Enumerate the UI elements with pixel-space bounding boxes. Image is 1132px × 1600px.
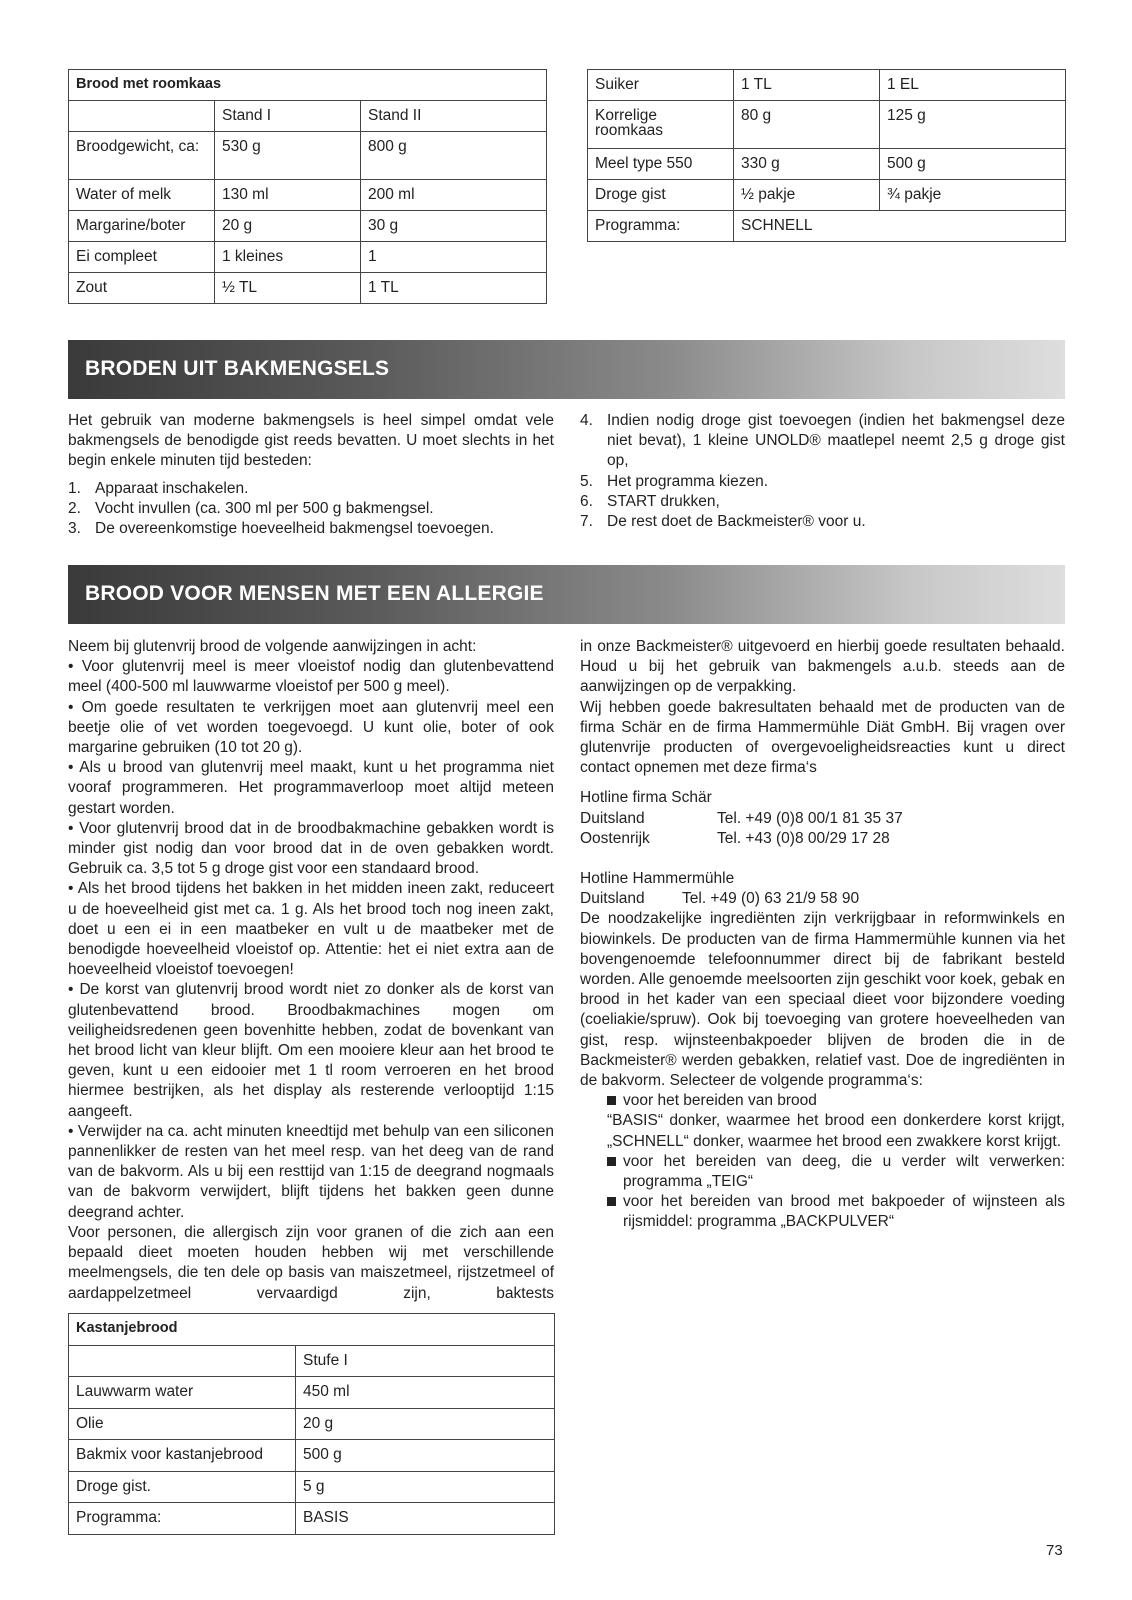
paragraph: • Om goede resultaten te verkrijgen moet aan glutenvrij meel een beetje olie of vet worden toegevoegd. U kunt olie, boter of ook margarine gebruiken (10 tot 20 g).	[68, 698, 554, 757]
table-cell: 1 TL	[734, 70, 880, 101]
hotline-row	[580, 889, 1065, 909]
recipe-table-chestnut	[68, 1313, 555, 1535]
list-item	[580, 472, 1065, 492]
table-title: Brood met roomkaas	[69, 70, 547, 101]
table-header-cell: Stand I	[215, 101, 361, 132]
steps-list	[580, 411, 1065, 532]
step-number: 7.	[580, 513, 593, 531]
step-text: Apparaat inschakelen.	[95, 479, 249, 497]
step-text: Indien nodig droge gist toevoegen (indien het bakmengsel deze niet bevat), 1 kleine UNOLD® maatlepel neemt 2,5 g droge gist op,	[607, 412, 1065, 470]
table-cell: Programma:	[588, 211, 734, 242]
list-item	[607, 1192, 1065, 1232]
list-item	[580, 492, 1065, 512]
list-item	[68, 479, 554, 499]
list-item	[580, 411, 1065, 472]
table-cell: 450 ml	[296, 1377, 555, 1409]
step-number: 5.	[580, 472, 593, 490]
hotline-country: Duitsland	[580, 809, 645, 827]
table-cell: 30 g	[361, 211, 547, 242]
hotline-phone: Tel. +49 (0) 63 21/9 58 90	[682, 890, 860, 908]
table-cell: 1 kleines	[215, 242, 361, 273]
section-banner-allergy	[68, 565, 1065, 624]
table-cell: 20 g	[296, 1408, 555, 1440]
table-cell: ¾ pakje	[880, 180, 1066, 211]
step-text: START drukken,	[607, 492, 720, 510]
table-cell: 1 EL	[880, 70, 1066, 101]
paragraph: De noodzakelijke ingrediënten zijn verkrijgbaar in reformwinkels en biowinkels. De producten van de firma Hammermühle kunnen via het bovengenoemde telefoonnummer direct bij de fabrikant besteld worden. Alle genoemde meelsoorten zijn geschikt voor koek, gebak en brood in het kader van een speciaal dieet voor bijzondere voeding (coeliakie/spruw). Ook bij toevoeging van grotere hoeveelheden van gist, resp. wijnsteenbakpoeder blijven de broden die in de Backmeister® werden gebakken, relatief vast. Doe de ingrediënten in de bakvorm. Selecteer de volgende programma‘s:	[580, 910, 1065, 1090]
table-cell: Lauwwarm water	[69, 1377, 296, 1409]
table-cell: Margarine/boter	[69, 211, 215, 242]
table-cell: 530 g	[215, 132, 361, 180]
allergy-left-column	[68, 637, 554, 1304]
step-number: 2.	[68, 499, 81, 517]
table-cell: Bakmix voor kastanjebrood	[69, 1440, 296, 1472]
table-cell: Programma:	[69, 1503, 296, 1535]
table-cell: 130 ml	[215, 180, 361, 211]
section-heading: BRODEN UIT BAKMENGSELS	[85, 357, 390, 380]
table-cell: Broodgewicht, ca:	[69, 132, 215, 180]
mixes-intro-text: Het gebruik van moderne bakmengsels is heel simpel omdat vele bakmengsels de benodigde gist reeds bevatten. U moet slechts in het begin enkele minuten tijd besteden:	[68, 412, 554, 470]
hotline-title: Hotline firma Schär	[580, 789, 712, 807]
program-item-text: voor het bereiden van deeg, die u verder wilt verwerken: programma „TEIG“	[623, 1152, 1065, 1191]
step-number: 1.	[68, 479, 81, 497]
square-bullet-icon	[607, 1197, 616, 1206]
paragraph: in onze Backmeister® uitgevoerd en hierbij goede resultaten behaald. Houd u bij het gebruik van bakmengels a.u.b. steeds aan de aanwijzingen op de verpakking.	[580, 638, 1065, 696]
hotline-hammermuhle	[580, 869, 1065, 909]
table-header-cell	[69, 1345, 296, 1377]
table-cell: Droge gist	[588, 180, 734, 211]
page-number: 73	[1046, 1542, 1063, 1559]
list-item	[607, 1152, 1065, 1192]
table-cell: Suiker	[588, 70, 734, 101]
paragraph: • De korst van glutenvrij brood wordt niet zo donker als de korst van glutenbevattend brood. Broodbakmachines mogen om veiligheidsredenen geen bovenhitte hebben, zodat de bovenkant van het brood licht van kleur blijft. Om een mooiere kleur aan het brood te geven, kunt u een eidooier met 1 tl room verroeren en het brood hiermee bestrijken, als het display als resterende verlooptijd 1:15 aangeeft.	[68, 981, 554, 1120]
recipe-table-cream-cheese	[68, 69, 547, 304]
paragraph: • Voor glutenvrij brood dat in de broodbakmachine gebakken wordt is minder gist nodig dan voor brood dat in de oven gebakken wordt. Gebruik ca. 3,5 tot 5 g droge gist voor een standaard brood.	[68, 819, 554, 878]
hotline-row	[580, 809, 1065, 829]
paragraph: • Als het brood tijdens het bakken in het midden ineen zakt, reduceert u de hoeveelheid gist met ca. 1 g. Als het brood toch nog ineen zakt, doet u een ei in een maatbeker en vult u de maatbeker met de benodigde hoeveelheid vloeistof op. Attentie: het ei niet extra aan de hoeveelheid vloeistof toevoegen!	[68, 880, 554, 979]
table-header-cell	[69, 101, 215, 132]
table-header-cell: Stand II	[361, 101, 547, 132]
step-text: De overeenkomstige hoeveelheid bakmengsel toevoegen.	[95, 520, 494, 538]
program-item-detail: “BASIS“ donker, waarmee het brood een donkerdere korst krijgt, „SCHNELL“ donker, waarmee het brood een zwakkere korst krijgt.	[607, 1112, 1065, 1150]
step-number: 6.	[580, 492, 593, 510]
table-cell: ½ TL	[215, 273, 361, 304]
table-cell: 330 g	[734, 149, 880, 180]
step-text: Het programma kiezen.	[607, 472, 769, 490]
table-cell: 20 g	[215, 211, 361, 242]
table-cell: Korrelige roomkaas	[588, 101, 734, 149]
table-cell: 80 g	[734, 101, 880, 149]
list-item	[580, 512, 1065, 532]
hotline-phone: Tel. +49 (0)8 00/1 81 35 37	[717, 809, 903, 827]
list-item	[68, 499, 554, 519]
mixes-steps-column	[580, 411, 1065, 532]
table-title: Kastanjebrood	[69, 1314, 555, 1346]
hotline-country: Oostenrijk	[580, 829, 650, 847]
square-bullet-icon	[607, 1096, 616, 1105]
paragraph: Neem bij glutenvrij brood de volgende aanwijzingen in acht:	[68, 638, 477, 655]
square-bullet-icon	[607, 1157, 616, 1166]
table-cell: BASIS	[296, 1503, 555, 1535]
hotline-country: Duitsland	[580, 890, 645, 908]
allergy-right-column	[580, 637, 1065, 1233]
hotline-phone: Tel. +43 (0)8 00/29 17 28	[717, 829, 890, 847]
table-cell: Olie	[69, 1408, 296, 1440]
list-item	[68, 519, 554, 539]
table-cell: 500 g	[296, 1440, 555, 1472]
table-cell: 5 g	[296, 1471, 555, 1503]
list-item	[607, 1091, 1065, 1152]
hotline-row	[580, 829, 1065, 849]
step-number: 3.	[68, 520, 81, 538]
paragraph: Voor personen, die allergisch zijn voor granen of die zich aan een bepaald dieet moeten houden hebben wij met verschillende meelmengsels, die ten dele op basis van maiszetmeel, rijstzetmeel of aardappelzetmeel vervaardigd zijn, baktests	[68, 1223, 554, 1302]
mixes-intro-column	[68, 411, 554, 539]
recipe-table-cream-cheese-continued	[587, 69, 1066, 242]
step-number: 4.	[580, 412, 593, 429]
step-text: Vocht invullen (ca. 300 ml per 500 g bakmengsel.	[95, 499, 434, 517]
program-list	[580, 1091, 1065, 1232]
table-cell: Ei compleet	[69, 242, 215, 273]
step-text: De rest doet de Backmeister® voor u.	[607, 513, 866, 531]
table-cell: ½ pakje	[734, 180, 880, 211]
table-cell: Droge gist.	[69, 1471, 296, 1503]
table-cell: 500 g	[880, 149, 1066, 180]
table-cell: Zout	[69, 273, 215, 304]
table-cell: 200 ml	[361, 180, 547, 211]
paragraph: • Voor glutenvrij meel is meer vloeistof nodig dan glutenbevattend meel (400-500 ml lauwwarme vloeistof per 500 g meel).	[68, 658, 554, 696]
section-banner-mixes	[68, 340, 1065, 399]
table-cell: 1 TL	[361, 273, 547, 304]
hotline-title: Hotline Hammermühle	[580, 870, 735, 888]
section-heading: BROOD VOOR MENSEN MET EEN ALLERGIE	[85, 582, 544, 605]
table-cell: Water of melk	[69, 180, 215, 211]
paragraph: • Verwijder na ca. acht minuten kneedtijd met behulp van een siliconen pannenlikker de resten van het meel resp. van het deeg van de rand van de bakvorm. Als u bij een resttijd van 1:15 de deegrand nogmaals van de bakvorm verwijdert, blijft tijdens het bakken geen dunne deegrand achter.	[68, 1122, 554, 1221]
table-cell: 1	[361, 242, 547, 273]
table-cell: 800 g	[361, 132, 547, 180]
hotline-schar	[580, 788, 1065, 849]
paragraph: Wij hebben goede bakresultaten behaald met de producten van de firma Schär en de firma Hammermühle Diät GmbH. Bij vragen over glutenvrije producten of overgevoeligheidsreacties kunt u direct contact opnemen met deze firma‘s	[580, 698, 1065, 777]
steps-list	[68, 479, 554, 540]
program-item-text: voor het bereiden van brood	[623, 1092, 817, 1110]
paragraph: • Als u brood van glutenvrij meel maakt, kunt u het programma niet vooraf programmeren. Het programmaverloop moet altijd meteen gestart worden.	[68, 759, 554, 817]
table-header-cell: Stufe I	[296, 1345, 555, 1377]
table-cell: SCHNELL	[734, 211, 1066, 242]
program-item-text: voor het bereiden van brood met bakpoeder of wijnsteen als rijsmiddel: programma „BACKPULVER“	[623, 1193, 1065, 1231]
table-cell: 125 g	[880, 101, 1066, 149]
table-cell: Meel type 550	[588, 149, 734, 180]
